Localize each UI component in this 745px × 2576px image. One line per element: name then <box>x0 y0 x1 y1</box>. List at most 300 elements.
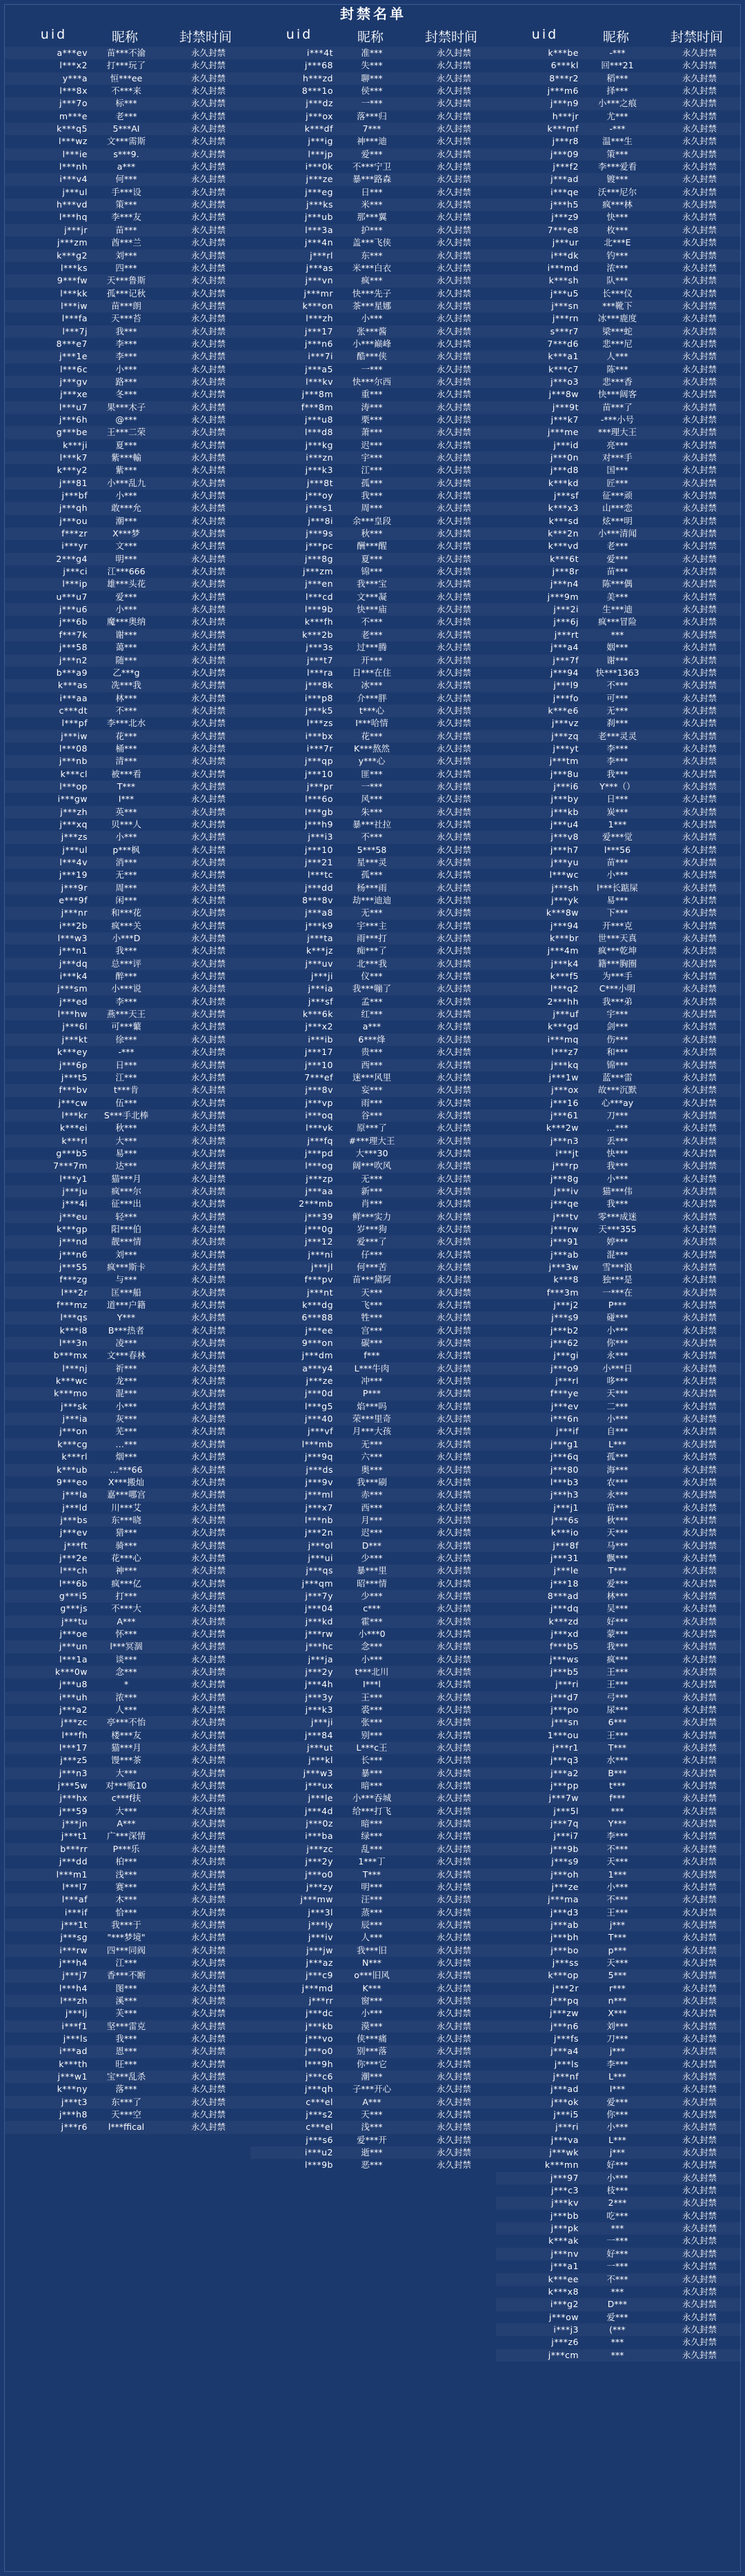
nickname-cell: 弓*** <box>606 1691 628 1702</box>
ban-time-cell: 永久封禁 <box>682 1767 717 1778</box>
table-row <box>250 1425 496 1438</box>
table-row <box>250 1805 496 1818</box>
table-row <box>5 274 250 287</box>
table-row <box>496 1274 742 1286</box>
uid-cell: i***k4 <box>59 971 88 982</box>
nickname-cell: 怀*** <box>115 1628 137 1639</box>
uid-cell: k***jz <box>306 945 333 956</box>
nickname-cell: 心***ay <box>601 1097 634 1108</box>
nickname-cell: 宫*** <box>361 1325 383 1336</box>
uid-cell: l***hw <box>57 1009 88 1020</box>
nickname-cell: 冲*** <box>361 1376 383 1387</box>
nickname-cell: 贵*** <box>361 1047 383 1058</box>
nickname-cell: 重*** <box>361 389 383 400</box>
ban-time-cell: 永久封禁 <box>436 1603 471 1614</box>
uid-cell: j***la <box>62 1489 88 1500</box>
ban-time-cell: 永久封禁 <box>682 376 717 387</box>
nickname-cell: 何*** <box>115 174 137 185</box>
table-row <box>250 1704 496 1716</box>
table-row <box>5 806 250 818</box>
table-row <box>5 1716 250 1729</box>
table-row <box>496 1008 742 1020</box>
ban-time-cell: 永久封禁 <box>190 2020 226 2031</box>
uid-cell: l***ks <box>61 262 88 273</box>
nickname-cell: 苗***不渝 <box>106 48 146 58</box>
uid-cell: j***ig <box>308 136 333 147</box>
ban-time-cell: 永久封禁 <box>190 1009 226 1020</box>
nickname-cell: 江***666 <box>107 566 146 577</box>
table-row <box>496 730 742 743</box>
table-row <box>250 1489 496 1501</box>
table-row <box>5 1678 250 1691</box>
ban-time-cell: 永久封禁 <box>190 832 226 843</box>
nickname-cell: 恒***ee <box>110 72 143 83</box>
uid-cell: l***zh <box>60 1995 88 2006</box>
table-row <box>250 161 496 173</box>
table-row <box>5 996 250 1008</box>
ban-time-cell: 永久封禁 <box>190 578 226 590</box>
table-row <box>250 1792 496 1804</box>
uid-cell: j***6b <box>59 616 88 627</box>
uid-cell: j***me <box>547 427 579 438</box>
nickname-cell: 东***晓 <box>111 1514 141 1525</box>
nickname-cell: 朱*** <box>361 806 383 817</box>
table-row <box>496 502 742 514</box>
ban-time-cell: 永久封禁 <box>436 2160 471 2171</box>
ban-time-cell: 永久封禁 <box>190 1919 226 1930</box>
table-row <box>496 1034 742 1046</box>
nickname-cell: 小*** <box>115 832 137 843</box>
ban-time-cell: 永久封禁 <box>436 591 471 602</box>
nickname-cell: 小***巅峰 <box>352 338 392 349</box>
ban-time-cell: 永久封禁 <box>190 1185 226 1196</box>
nickname-cell: 刹*** <box>606 718 628 729</box>
ban-time-cell: 永久封禁 <box>682 1616 717 1627</box>
table-row <box>496 274 742 287</box>
table-row <box>496 161 742 173</box>
uid-cell: a***ev <box>57 48 88 58</box>
nickname-cell: 人*** <box>115 1704 137 1715</box>
uid-cell: l***z7 <box>551 1047 579 1058</box>
ban-time-cell: 永久封禁 <box>436 60 471 71</box>
table-row <box>496 452 742 464</box>
ban-time-cell: 永久封禁 <box>682 1590 717 1601</box>
table-row <box>5 1046 250 1058</box>
table-row <box>250 565 496 578</box>
ban-time-cell: 永久封禁 <box>682 692 717 703</box>
uid-cell: l***zh <box>306 313 333 324</box>
uid-cell: j***a4 <box>550 642 579 653</box>
nickname-cell: 亭***不怡 <box>106 1717 146 1728</box>
ban-time-cell: 永久封禁 <box>436 920 471 931</box>
uid-cell: j***c9 <box>305 1970 333 1981</box>
nickname-cell: 天***鲁斯 <box>106 275 146 286</box>
table-row <box>496 1666 742 1678</box>
nickname-cell: 辰*** <box>361 1919 383 1930</box>
table-row <box>496 667 742 679</box>
uid-cell: k***8 <box>553 1274 579 1285</box>
nickname-cell: 四*** <box>115 262 137 273</box>
uid-cell: j***s2 <box>306 2109 333 2120</box>
ban-time-cell: 永久封禁 <box>436 1071 471 1083</box>
ban-time-cell: 永久封禁 <box>682 882 717 893</box>
uid-cell: i***aa <box>59 692 88 703</box>
nickname-cell: 大*** <box>115 1767 137 1778</box>
table-row <box>496 2197 742 2209</box>
nickname-cell: 蓝***雷 <box>602 1071 633 1083</box>
ban-time-cell: 永久封禁 <box>682 1514 717 1525</box>
uid-cell: j***1e <box>59 351 88 362</box>
ban-time-cell: 永久封禁 <box>682 110 717 121</box>
uid-cell: j***x7 <box>305 1502 333 1513</box>
nickname-cell: 好*** <box>606 2160 628 2171</box>
table-row <box>496 1881 742 1893</box>
ban-time-cell: 永久封禁 <box>436 503 471 514</box>
ban-time-cell: 永久封禁 <box>682 1780 717 1791</box>
ban-time-cell: 永久封禁 <box>682 1603 717 1614</box>
uid-cell: k***gp <box>57 1223 88 1234</box>
nickname-cell: 征***出 <box>111 1198 141 1209</box>
table-row <box>496 1919 742 1931</box>
table-row <box>5 578 250 590</box>
ban-time-cell: 永久封禁 <box>190 604 226 615</box>
table-row <box>496 2083 742 2095</box>
table-row <box>5 603 250 616</box>
uid-cell: j***ss <box>552 1957 579 1968</box>
nickname-cell: 暗*** <box>361 1818 383 1829</box>
uid-cell: i***uh <box>59 1691 88 1702</box>
ban-time-cell: 永久封禁 <box>436 490 471 501</box>
ban-table <box>250 47 496 2172</box>
table-row <box>250 1653 496 1666</box>
ban-time-cell: 永久封禁 <box>190 566 226 577</box>
nickname-cell: 钓*** <box>606 250 628 261</box>
ban-time-cell: 永久封禁 <box>682 1995 717 2006</box>
ban-time-cell: 永久封禁 <box>682 2147 717 2158</box>
nickname-cell: 仪*** <box>361 971 383 982</box>
table-row <box>5 1893 250 1906</box>
ban-time-cell: 永久封禁 <box>682 1869 717 1880</box>
nickname-cell: -***小号 <box>600 414 635 425</box>
nickname-cell: ***理大王 <box>597 427 637 438</box>
ban-time-cell: 永久封禁 <box>190 818 226 829</box>
ban-time-cell: 永久封禁 <box>682 1249 717 1260</box>
ban-time-cell: 永久封禁 <box>682 1565 717 1576</box>
uid-cell: j***d3 <box>550 1906 579 1918</box>
nickname-cell: r*** <box>609 1982 626 1993</box>
table-row <box>5 1742 250 1754</box>
table-row <box>5 350 250 363</box>
ban-time-cell: 永久封禁 <box>190 313 226 324</box>
ban-time-cell: 永久封禁 <box>682 1211 717 1222</box>
ban-time-cell: 永久封禁 <box>436 2071 471 2082</box>
uid-cell: j***nf <box>553 2071 579 2082</box>
ban-time-cell: 永久封禁 <box>436 756 471 767</box>
ban-time-cell: 永久封禁 <box>682 275 717 286</box>
nickname-cell: 李***北水 <box>106 718 146 729</box>
table-row <box>496 591 742 603</box>
table-row <box>496 2007 742 2020</box>
table-row <box>250 1311 496 1324</box>
table-row <box>496 1287 742 1299</box>
ban-time-cell: 永久封禁 <box>190 275 226 286</box>
nickname-cell: o***旧风 <box>354 1970 390 1981</box>
ban-time-cell: 永久封禁 <box>190 174 226 185</box>
nickname-cell: 失*** <box>361 60 383 71</box>
uid-cell: j***jl <box>310 1262 333 1272</box>
uid-cell: i***jt <box>555 1147 579 1158</box>
uid-cell: f***b5 <box>549 1641 579 1652</box>
uid-cell: l***nh <box>59 161 88 172</box>
nickname-cell: t***北川 <box>355 1667 389 1677</box>
ban-time-cell: 永久封禁 <box>682 1856 717 1867</box>
uid-cell: j***ol <box>308 1540 333 1551</box>
ban-time-cell: 永久封禁 <box>682 945 717 956</box>
uid-cell: l***2r <box>61 1287 88 1298</box>
table-row <box>5 110 250 123</box>
nickname-cell: 李***爱看 <box>597 161 637 172</box>
nickname-cell: 潮*** <box>115 515 137 526</box>
nickname-cell: 聊*** <box>361 72 383 83</box>
table-row <box>250 1957 496 1969</box>
table-row <box>5 553 250 565</box>
table-row <box>496 1805 742 1818</box>
table-row <box>250 730 496 743</box>
ban-time-cell: 永久封禁 <box>682 553 717 564</box>
table-row <box>250 1502 496 1514</box>
ban-time-cell: 永久封禁 <box>682 1160 717 1171</box>
table-row <box>5 540 250 552</box>
ban-time-cell: 永久封禁 <box>436 553 471 564</box>
table-row <box>250 452 496 464</box>
uid-cell: l***9b <box>304 604 333 615</box>
uid-cell: j***nb <box>59 756 88 767</box>
ban-time-cell: 永久封禁 <box>436 1565 471 1576</box>
nickname-cell: 不*** <box>606 680 628 691</box>
ban-time-cell: 永久封禁 <box>682 1413 717 1425</box>
ban-time-cell: 永久封禁 <box>682 667 717 678</box>
uid-cell: j***ks <box>306 199 333 210</box>
uid-cell: k***x8 <box>548 2286 579 2297</box>
ban-time-cell: 永久封禁 <box>190 72 226 83</box>
uid-cell: j***tu <box>61 1616 88 1627</box>
table-row <box>250 1818 496 1830</box>
uid-cell: j***nd <box>59 1236 88 1247</box>
ban-time-cell: 永久封禁 <box>190 60 226 71</box>
nickname-cell: 路*** <box>115 376 137 387</box>
nickname-cell: 少*** <box>361 1590 383 1601</box>
table-row <box>496 1109 742 1122</box>
nickname-cell: 宝***乱杀 <box>106 2071 146 2082</box>
nickname-cell: 天***355 <box>598 1223 637 1234</box>
table-row <box>250 1287 496 1299</box>
table-row <box>496 1438 742 1451</box>
table-row <box>250 1211 496 1223</box>
uid-cell: j***n3 <box>550 1135 579 1146</box>
nickname-cell: 徐*** <box>115 1034 137 1045</box>
table-row <box>496 970 742 983</box>
uid-cell: k***6k <box>302 1009 333 1020</box>
uid-cell: j***7y <box>305 1590 333 1601</box>
table-row <box>496 2286 742 2298</box>
uid-cell: j***fq <box>307 1135 333 1146</box>
table-row <box>496 894 742 907</box>
table-row <box>496 47 742 59</box>
uid-cell: j***bs <box>60 1514 88 1525</box>
table-row <box>496 2324 742 2336</box>
ban-time-cell: 永久封禁 <box>190 1338 226 1349</box>
table-row <box>250 1666 496 1678</box>
ban-time-cell: 永久封禁 <box>436 1160 471 1171</box>
uid-cell: j***n6 <box>304 338 333 349</box>
nickname-cell: T*** <box>608 1932 627 1943</box>
nickname-cell: 西*** <box>361 1059 383 1070</box>
nickname-cell: 我***嘣了 <box>352 983 392 994</box>
ban-time-cell: 永久封禁 <box>436 250 471 261</box>
ban-time-cell: 永久封禁 <box>436 123 471 134</box>
uid-cell: l***nb <box>304 1514 333 1525</box>
uid-cell: j***rw <box>305 1628 333 1639</box>
uid-cell: l***mb <box>301 1438 333 1449</box>
ban-time-cell: 永久封禁 <box>436 275 471 286</box>
uid-cell: j***17 <box>304 1047 333 1058</box>
table-row <box>5 477 250 490</box>
uid-cell: j***sm <box>57 983 88 994</box>
table-row <box>496 2210 742 2222</box>
nickname-cell: 旺*** <box>115 2058 137 2069</box>
nickname-cell: 酋***兰 <box>111 237 141 248</box>
table-row <box>250 1223 496 1236</box>
ban-time-cell: 永久封禁 <box>190 1173 226 1184</box>
nickname-cell: P*** <box>608 1300 627 1311</box>
uid-cell: j***40 <box>304 1413 333 1425</box>
uid-cell: j***59 <box>59 1805 88 1816</box>
nickname-cell: *** <box>610 2223 624 2234</box>
table-row <box>496 2096 742 2109</box>
table-row <box>250 2109 496 2121</box>
ban-time-cell: 永久封禁 <box>682 98 717 109</box>
uid-cell: j***4n <box>304 237 333 248</box>
nickname-cell: 凌*** <box>115 1338 137 1349</box>
uid-cell: l***gb <box>304 806 333 817</box>
table-row <box>5 1160 250 1172</box>
ban-time-cell: 永久封禁 <box>190 212 226 223</box>
uid-cell: j***n6 <box>59 1249 88 1260</box>
table-row <box>496 1325 742 1337</box>
nickname-cell: 原***了 <box>357 1123 387 1134</box>
table-row <box>496 1855 742 1868</box>
table-row <box>496 1425 742 1438</box>
nickname-cell: 迟*** <box>361 1527 383 1538</box>
table-row <box>496 1387 742 1400</box>
uid-cell: j***n3 <box>59 1767 88 1778</box>
table-row <box>496 565 742 578</box>
table-row <box>5 1931 250 1944</box>
table-row <box>5 211 250 223</box>
uid-cell: l***iw <box>61 300 88 311</box>
uid-cell: y***a <box>62 72 88 83</box>
table-row <box>5 1805 250 1818</box>
table-row <box>250 47 496 59</box>
nickname-cell: 神*** <box>115 1565 137 1576</box>
table-row <box>5 1375 250 1387</box>
table-row <box>5 768 250 781</box>
ban-time-cell: 永久封禁 <box>190 1021 226 1032</box>
uid-cell: j***dq <box>550 1603 579 1614</box>
uid-cell: 1***ou <box>547 1729 579 1740</box>
uid-cell: a***y4 <box>302 1362 333 1373</box>
ban-time-cell: 永久封禁 <box>190 1704 226 1715</box>
table-row <box>5 958 250 970</box>
nickname-cell: 林*** <box>115 692 137 703</box>
uid-cell: j***61 <box>550 1109 579 1120</box>
nickname-cell: 浓*** <box>606 262 628 273</box>
table-row <box>5 1173 250 1185</box>
table-row <box>250 1729 496 1742</box>
nickname-cell: 孤*** <box>606 1451 628 1462</box>
ban-time-cell: 永久封禁 <box>682 1262 717 1272</box>
nickname-cell: 回***21 <box>601 60 634 71</box>
ban-time-cell: 永久封禁 <box>436 199 471 210</box>
nickname-cell: 小*** <box>115 1400 137 1411</box>
nickname-cell: 老***灵灵 <box>597 730 637 741</box>
nickname-cell: T*** <box>117 781 136 792</box>
uid-cell: b***a9 <box>56 667 88 678</box>
header-name: 昵称 <box>111 30 138 45</box>
ban-time-cell: 永久封禁 <box>682 2197 717 2208</box>
uid-cell: j***eu <box>59 1211 88 1222</box>
uid-cell: j***kl <box>308 1755 333 1766</box>
nickname-cell: 周*** <box>361 503 383 514</box>
nickname-cell: 迟*** <box>361 439 383 450</box>
table-row <box>496 818 742 831</box>
nickname-cell: #***理大王 <box>348 1135 395 1146</box>
nickname-cell: "***梦境" <box>107 1932 146 1943</box>
table-row <box>250 1843 496 1855</box>
ban-time-cell: 永久封禁 <box>436 1097 471 1108</box>
ban-time-cell: 永久封禁 <box>190 1970 226 1981</box>
ban-time-cell: 永久封禁 <box>682 2172 717 2183</box>
nickname-cell: 王*** <box>606 1667 628 1677</box>
nickname-cell: 好*** <box>606 2248 628 2259</box>
nickname-cell: 择*** <box>606 85 628 97</box>
uid-cell: l***6c <box>59 363 88 374</box>
nickname-cell: 别*** <box>361 1729 383 1740</box>
nickname-cell: 匪*** <box>361 768 383 779</box>
table-row <box>5 1349 250 1362</box>
uid-cell: j***ze <box>551 1881 579 1892</box>
table-row <box>250 325 496 338</box>
nickname-cell: 李*** <box>606 743 628 754</box>
ban-time-cell: 永久封禁 <box>190 1287 226 1298</box>
uid-cell: j***ri <box>555 2122 579 2133</box>
table-row <box>496 743 742 755</box>
nickname-cell: 6***烽 <box>358 1034 386 1045</box>
table-row <box>250 250 496 262</box>
uid-cell: f***zg <box>59 1274 88 1285</box>
ban-time-cell: 永久封禁 <box>436 1034 471 1045</box>
uid-cell: l***x2 <box>59 60 88 71</box>
ban-time-cell: 永久封禁 <box>436 1540 471 1551</box>
nickname-cell: 木*** <box>115 1894 137 1905</box>
nickname-cell: 世***天真 <box>597 933 637 944</box>
ban-time-cell: 永久封禁 <box>682 920 717 931</box>
ban-time-cell: 永久封禁 <box>682 907 717 918</box>
nickname-cell: 浅*** <box>361 2122 383 2133</box>
table-row <box>496 325 742 338</box>
nickname-cell: 牲*** <box>361 1312 383 1323</box>
ban-time-cell: 永久封禁 <box>436 971 471 982</box>
